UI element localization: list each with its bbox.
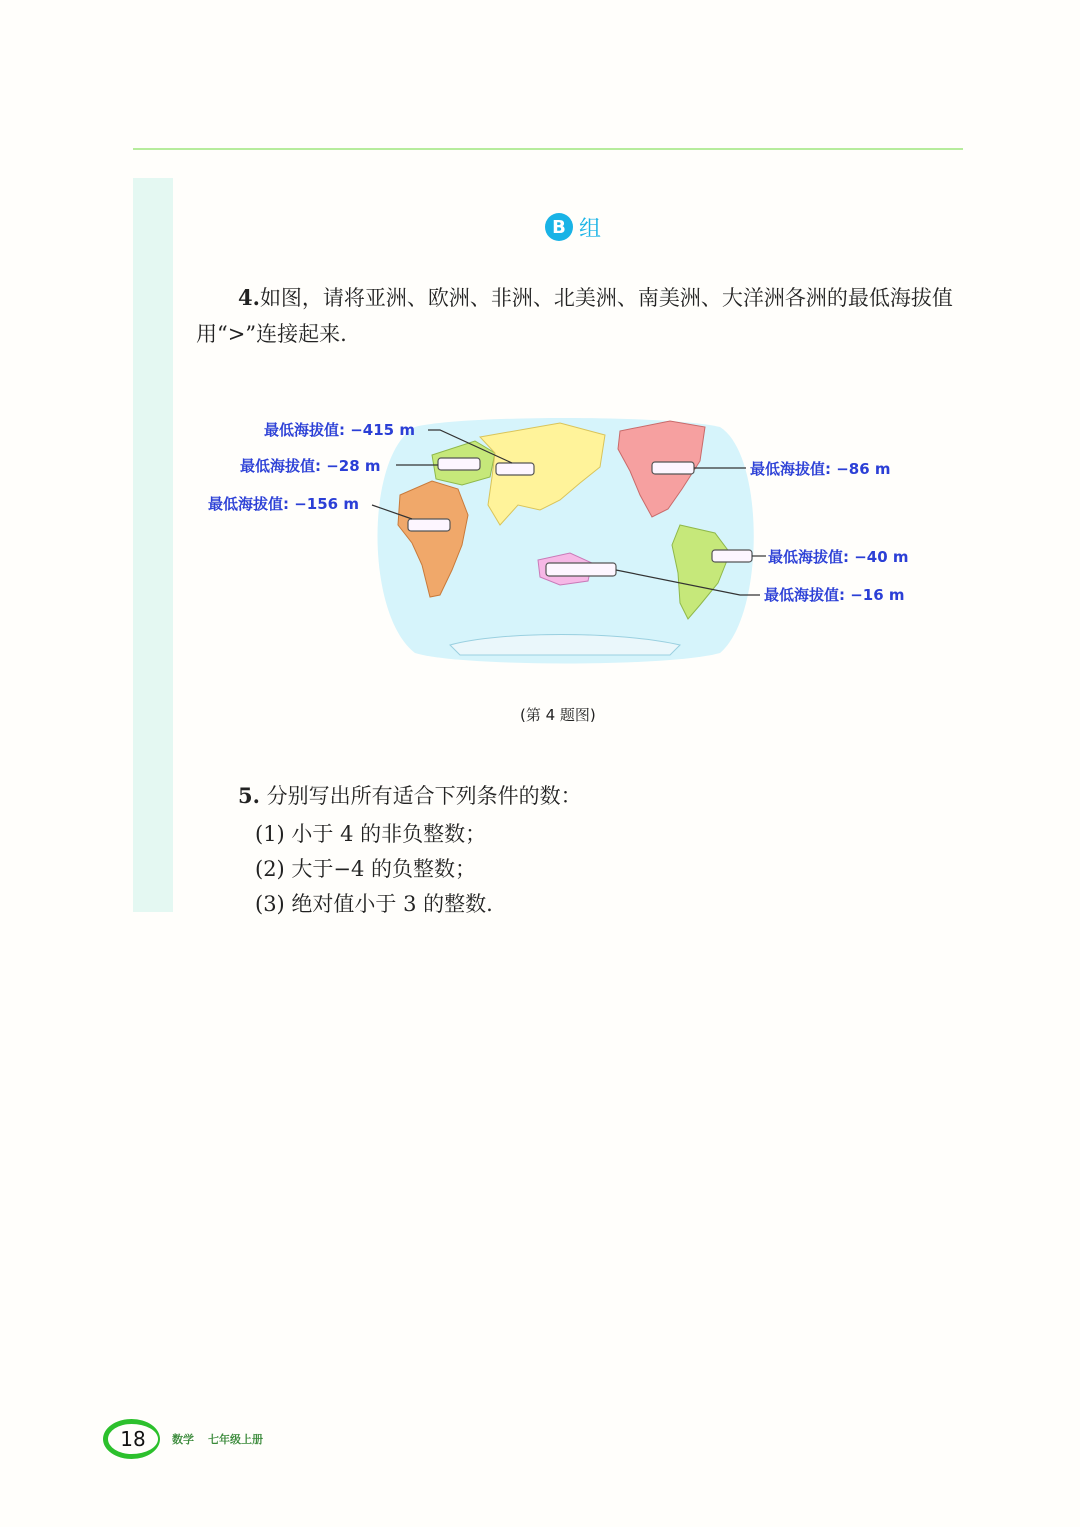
question-4 (196, 280, 971, 352)
oceania-marker (546, 563, 616, 576)
world-map (200, 405, 930, 675)
question-5-item: (1) 小于 4 的非负整数； (255, 822, 487, 846)
question-5-item: (3) 绝对值小于 3 的整数. (255, 892, 493, 916)
north-america-elevation-label: 最低海拔值: −86 m (750, 460, 891, 478)
top-rule (133, 148, 963, 150)
europe-elevation-label: 最低海拔值: −28 m (240, 457, 381, 475)
world-map-figure (200, 405, 930, 675)
question-5-number: 5. (238, 783, 260, 808)
asia-marker (496, 463, 534, 475)
group-heading (545, 210, 601, 244)
question-5-text: 分别写出所有适合下列条件的数： (266, 784, 582, 808)
question-5-item: (2) 大于−4 的负整数； (255, 857, 477, 881)
group-label: 组 (579, 216, 602, 242)
south-america-elevation-label: 最低海拔值: −40 m (768, 548, 909, 566)
oceania-elevation-label: 最低海拔值: −16 m (764, 586, 905, 604)
page-number: 18 (103, 1419, 160, 1459)
south-america-marker (712, 550, 752, 562)
side-band (133, 178, 173, 912)
africa-elevation-label: 最低海拔值: −156 m (208, 495, 359, 513)
europe-marker (438, 458, 480, 470)
footer-subject: 数学 (172, 1433, 194, 1446)
page-footer (103, 1421, 263, 1457)
question-4-number: 4. (238, 285, 260, 310)
figure-caption: (第 4 题图) (520, 706, 596, 724)
north-america-marker (652, 462, 694, 474)
question-4-text: 如图，请将亚洲、欧洲、非洲、北美洲、南美洲、大洋洲各洲的最低海拔值用“>”连接起来. (196, 286, 953, 346)
group-badge: B (545, 213, 573, 241)
footer-book-info (172, 1431, 263, 1447)
footer-grade: 七年级上册 (208, 1433, 263, 1446)
question-5 (238, 778, 582, 814)
africa-marker (408, 519, 450, 531)
asia-elevation-label: 最低海拔值: −415 m (264, 421, 415, 439)
